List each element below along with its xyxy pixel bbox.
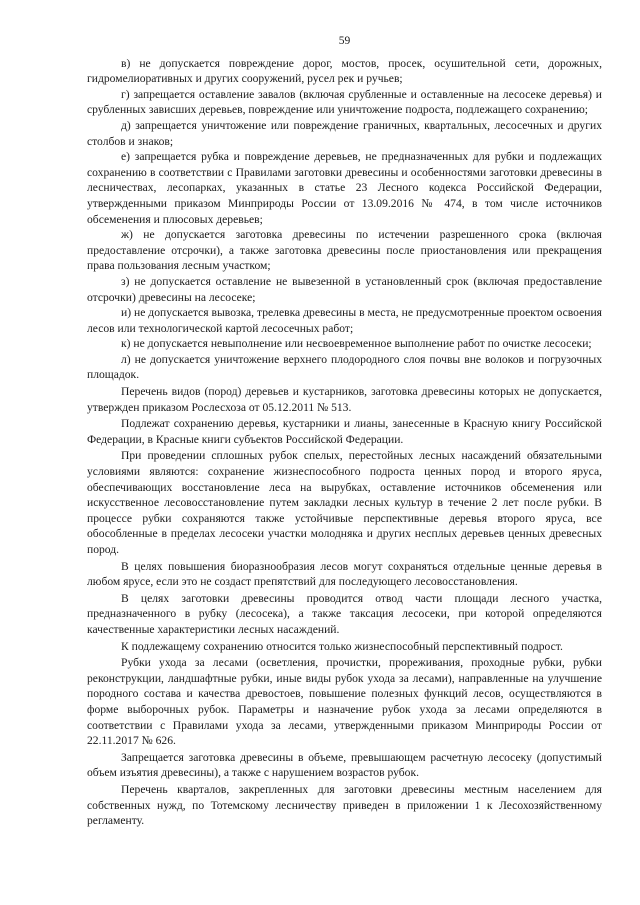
paragraph-item-g: г) запрещается оставление завалов (включая срубленные и оставленные на лесосеке деревья) и срубленных зависших деревьев, повреждение или уничтожение подроста, подлежащего сохранению; xyxy=(87,87,602,117)
paragraph-item-z: з) не допускается оставление не вывезенной в установленный срок (включая предоставление отсрочки) древесины на лесосеке; xyxy=(87,274,602,304)
page-number: 59 xyxy=(338,35,351,47)
paragraph-allotment: В целях заготовки древесины проводится отвод части площади лесного участка, предназначенного в рубку (лесосека), а также таксация лесосеки, при которой определяются качественные характеристики лесных насаждений. xyxy=(87,591,602,636)
paragraph-item-k: к) не допускается невыполнение или несвоевременное выполнение работ по очистке лесосеки; xyxy=(121,337,592,351)
paragraph-undergrowth: К подлежащему сохранению относится только жизнеспособный перспективный подрост. xyxy=(121,639,563,653)
paragraph-thinning: Рубки ухода за лесами (осветления, прочистки, прореживания, проходные рубки, рубки реконструкции, ландшафтные рубки, иные виды рубок ухода за лесами), направленные на улучшение породного состава и качества древостоев, повышение полезных функций лесов, осуществляются в форме выборочных рубок. Параметры и назначение рубок ухода за лесами определяются в соответствии с Правилами ухода за лесами, утвержденными приказом Минприроды России от 22.11.2017 № 626. xyxy=(87,656,602,748)
paragraph-item-zh: ж) не допускается заготовка древесины по истечении разрешенного срока (включая предоставление отсрочки), а также заготовка древесины после приостановления или прекращения права пользования лесным участком; xyxy=(87,228,602,273)
paragraph-item-v: в) не допускается повреждение дорог, мостов, просек, осушительной сети, дорожных, гидромелиоративных и других сооружений, русел рек и ручьев; xyxy=(87,56,602,86)
paragraph-red-book: Подлежат сохранению деревья, кустарники и лианы, занесенные в Красную книгу Российской Федерации, в Красные книги субъектов Российской Федерации. xyxy=(87,417,602,446)
paragraph-allowable-cut: Запрещается заготовка древесины в объеме, превышающем расчетную лесосеку (допустимый объем изъятия древесины), а также с нарушением возрастов рубок. xyxy=(87,750,602,780)
paragraph-clear-cutting: При проведении сплошных рубок спелых, перестойных лесных насаждений обязательными условиями являются: сохранение жизнеспособного подроста ценных пород и второго яруса, обеспечивающих восстановление леса на вырубках, оставление источников обсеменения или искусственное лесовосстановление путем закладки лесных культур в течение 2 лет после рубки. В процессе рубки сохраняются также устойчивые перспективные деревья второго яруса, все обособленные в пределах лесосеки участки молодняка и других несплых деревьев ценных древесных пород. xyxy=(87,449,602,556)
paragraph-biodiversity: В целях повышения биоразнообразия лесов могут сохраняться отдельные ценные деревья в любом ярусе, если это не создаст препятствий для последующего лесовосстановления. xyxy=(87,559,602,589)
paragraph-item-d: д) запрещается уничтожение или повреждение граничных, квартальных, лесосечных и других столбов и знаков; xyxy=(87,118,602,148)
paragraph-local-population: Перечень кварталов, закрепленных для заготовки древесины местным населением для собственных нужд, по Тотемскому лесничеству приведен в приложении 1 к Лесохозяйственному регламенту. xyxy=(87,782,602,828)
paragraph-item-l: л) не допускается уничтожение верхнего плодородного слоя почвы вне волоков и погрузочных площадок. xyxy=(87,352,602,382)
paragraph-item-i: и) не допускается вывозка, трелевка древесины в места, не предусмотренные проектом освоения лесов или технологической картой лесосечных работ; xyxy=(87,306,602,335)
paragraph-item-e: е) запрещается рубка и повреждение деревьев, не предназначенных для рубки и подлежащих сохранению в соответствии с Правилами заготовки древесины и особенностями заготовки древесины в лесничествах, лесопарках, указанных в статье 23 Лесного кодекса Российской Федерации, утвержденными приказом Минприроды России от 13.09.2016 № 474, в том числе источников обсеменения и плюсовых деревьев; xyxy=(87,150,602,226)
paragraph-species-list: Перечень видов (пород) деревьев и кустарников, заготовка древесины которых не допускается, утвержден приказом Рослесхоза от 05.12.2011 № 513. xyxy=(87,385,602,414)
